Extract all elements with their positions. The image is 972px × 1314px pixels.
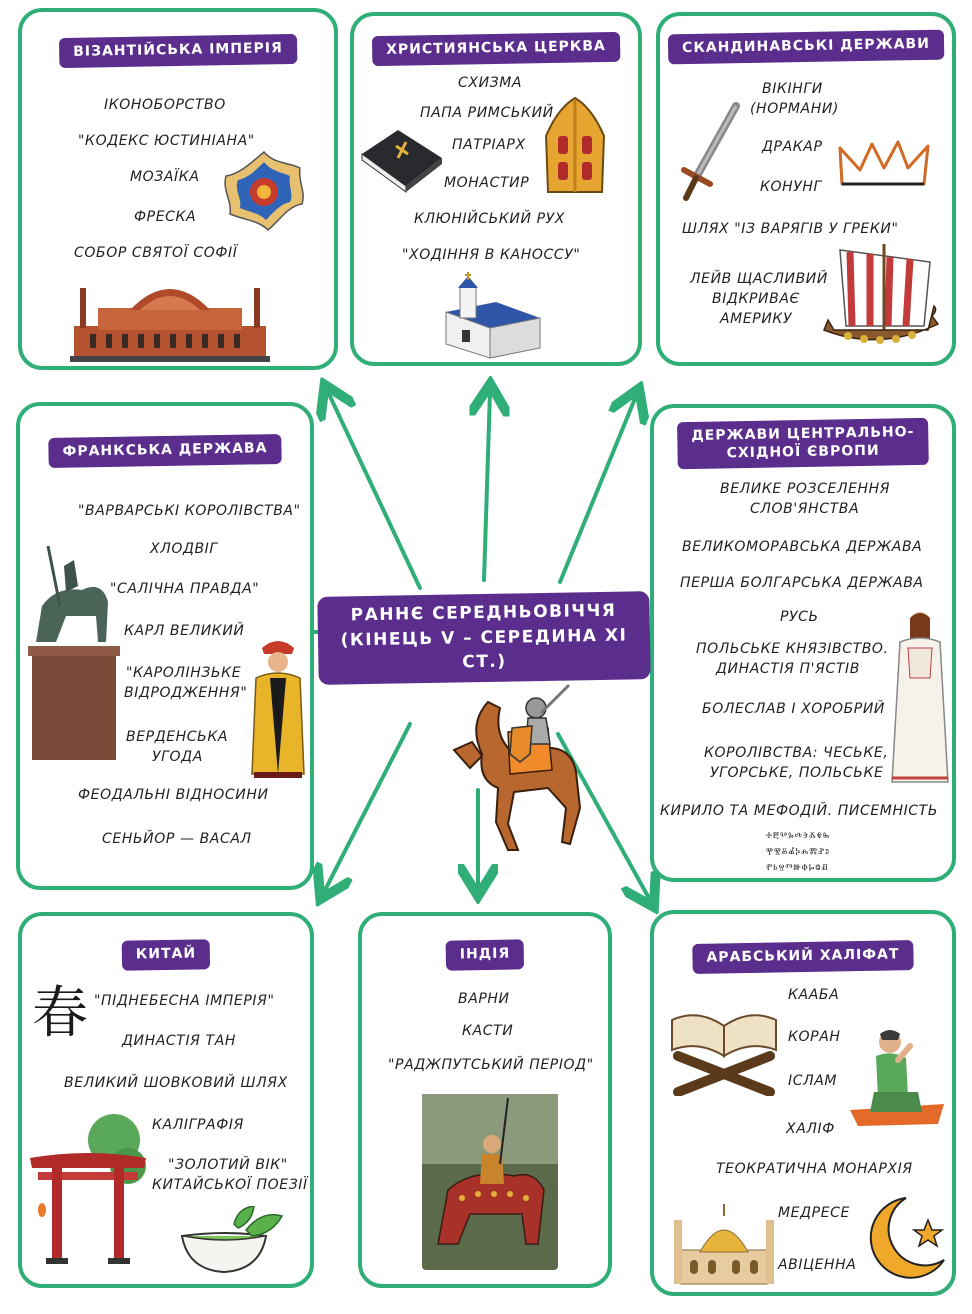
charlemagne-figure-icon — [248, 634, 308, 780]
arrow-scandinavia — [560, 396, 636, 582]
item-normans: (НОРМАНИ) — [750, 101, 839, 117]
slavic-woman-icon — [890, 608, 950, 786]
central-topic — [317, 591, 650, 685]
item-cyril-methodius: КИРИЛО ТА МЕФОДІЙ. ПИСЕМНІСТЬ — [660, 803, 939, 819]
item-america: АМЕРИКУ — [720, 311, 793, 327]
banner-frankish: ФРАНКСЬКА ДЕРЖАВА — [48, 434, 281, 468]
item-castes: КАСТИ — [462, 1023, 514, 1039]
item-piast-dynasty: ДИНАСТІЯ П'ЯСТІВ — [716, 661, 860, 677]
item-hagia-sophia: СОБОР СВЯТОЇ СОФІЇ — [74, 245, 238, 261]
banner-byzantium: ВІЗАНТІЙСЬКА ІМПЕРІЯ — [59, 34, 297, 68]
item-konung: КОНУНГ — [760, 179, 822, 195]
item-seigneur-vassal: СЕНЬЙОР — ВАСАЛ — [102, 831, 252, 847]
item-verdun-1: ВЕРДЕНСЬКА — [126, 729, 229, 745]
card-india — [358, 912, 612, 1288]
item-salic-law: "САЛІЧНА ПРАВДА" — [110, 581, 260, 597]
item-patriarch: ПАТРІАРХ — [452, 137, 526, 153]
item-rajput-period: "РАДЖПУТСЬКИЙ ПЕРІОД" — [388, 1057, 594, 1073]
central-topic-line1: РАННЄ СЕРЕДНЬОВІЧЧЯ — [350, 600, 617, 626]
tea-bowl-icon — [176, 1206, 286, 1276]
card-central-east — [650, 404, 956, 882]
card-church — [350, 12, 642, 366]
rajput-horseman-icon — [422, 1094, 558, 1270]
glagolitic-line-2: ⰹⰺⰻⰼⰽⰾⰿⱀⱁ — [766, 846, 830, 859]
item-first-bulgarian: ПЕРША БОЛГАРСЬКА ДЕРЖАВА — [680, 575, 924, 591]
item-barbarian-kingdoms: "ВАРВАРСЬКІ КОРОЛІВСТВА" — [78, 503, 301, 519]
card-scandinavia — [656, 12, 956, 366]
item-varangian-route: ШЛЯХ "ІЗ ВАРЯГІВ У ГРЕКИ" — [682, 221, 899, 237]
card-caliphate — [650, 910, 956, 1296]
banner-central-east-line1: ДЕРЖАВИ ЦЕНТРАЛЬНО- — [691, 424, 915, 444]
item-leif: ЛЕЙВ ЩАСЛИВИЙ — [690, 271, 828, 287]
item-boleslaw: БОЛЕСЛАВ І ХОРОБРИЙ — [702, 701, 885, 717]
item-theocratic-monarchy: ТЕОКРАТИЧНА МОНАРХІЯ — [716, 1161, 913, 1177]
equestrian-statue-icon — [26, 546, 122, 760]
glagolitic-line-3: ⱂⱃⱄⱅⱆⱇⱈⱉⱊ — [766, 862, 829, 875]
hagia-sophia-icon — [70, 268, 270, 362]
banner-india: ІНДІЯ — [446, 939, 525, 970]
crescent-star-icon — [866, 1194, 950, 1284]
item-caliph: ХАЛІФ — [786, 1121, 835, 1137]
item-slavic-settlement: ВЕЛИКЕ РОЗСЕЛЕННЯ — [720, 481, 891, 497]
banner-caliphate: АРАБСЬКИЙ ХАЛІФАТ — [692, 940, 914, 973]
item-golden-age-2: КИТАЙСЬКОЇ ПОЕЗІЇ — [152, 1177, 308, 1193]
praying-man-icon — [848, 1026, 948, 1126]
item-monastery: МОНАСТИР — [444, 175, 530, 191]
item-verdun-2: УГОДА — [152, 749, 203, 765]
bible-icon — [358, 124, 444, 194]
item-mosaic: МОЗАЇКА — [130, 169, 200, 185]
item-quran: КОРАН — [788, 1029, 841, 1045]
item-iconoclasm: ІКОНОБОРСТВО — [104, 97, 226, 113]
item-vikings: ВІКІНГИ — [762, 81, 823, 97]
knight-horse-icon — [448, 684, 590, 854]
item-fresco: ФРЕСКА — [134, 209, 197, 225]
banner-scandinavia: СКАНДИНАВСЬКІ ДЕРЖАВИ — [668, 30, 944, 64]
item-slavdom: СЛОВ'ЯНСТВА — [750, 501, 860, 517]
item-tang-dynasty: ДИНАСТІЯ ТАН — [122, 1033, 237, 1049]
church-building-icon — [436, 272, 546, 360]
crown-icon — [836, 140, 932, 194]
item-avicenna: АВІЦЕННА — [778, 1257, 857, 1273]
torii-gate-icon — [28, 1110, 148, 1266]
item-islam: ІСЛАМ — [788, 1073, 838, 1089]
item-canossa: "ХОДІННЯ В КАНОССУ" — [402, 247, 581, 263]
item-kingdoms-2: УГОРСЬКЕ, ПОЛЬСЬКЕ — [710, 765, 884, 781]
card-frankish — [16, 402, 314, 890]
item-discovers: ВІДКРИВАЄ — [712, 291, 800, 307]
card-china — [18, 912, 314, 1288]
arrow-byzantium — [328, 392, 420, 588]
item-clovis: ХЛОДВІГ — [150, 541, 218, 557]
item-cluniac: КЛЮНІЙСЬКИЙ РУХ — [414, 211, 565, 227]
item-justinian-code: "КОДЕКС ЮСТИНІАНА" — [78, 133, 255, 149]
item-feudal: ФЕОДАЛЬНІ ВІДНОСИНИ — [78, 787, 269, 803]
arrow-china — [324, 724, 410, 892]
banner-church: ХРИСТИЯНСЬКА ЦЕРКВА — [372, 32, 620, 66]
arrow-church — [484, 392, 490, 580]
item-silk-road: ВЕЛИКИЙ ШОВКОВИЙ ШЛЯХ — [64, 1075, 288, 1091]
item-kingdoms-1: КОРОЛІВСТВА: ЧЕСЬКЕ, — [704, 745, 889, 761]
item-schism: СХИЗМА — [458, 75, 523, 91]
item-polish-principality: ПОЛЬСЬКЕ КНЯЗІВСТВО. — [696, 641, 889, 657]
item-carolingian-1: "КАРОЛІНЗЬКЕ — [126, 665, 242, 681]
item-great-moravia: ВЕЛИКОМОРАВСЬКА ДЕРЖАВА — [682, 539, 923, 555]
card-byzantium — [18, 8, 338, 370]
item-golden-age-1: "ЗОЛОТИЙ ВІК" — [168, 1157, 288, 1173]
item-kaaba: КААБА — [788, 987, 840, 1003]
banner-central-east — [677, 418, 929, 469]
quran-stand-icon — [668, 1006, 780, 1096]
banner-china: КИТАЙ — [122, 939, 211, 970]
drakkar-icon — [820, 240, 944, 356]
central-topic-line2: (КІНЕЦЬ V – СЕРЕДИНА XI СТ.) — [340, 625, 628, 673]
item-pope: ПАПА РИМСЬКИЙ — [420, 105, 554, 121]
item-rus: РУСЬ — [780, 609, 819, 625]
item-madrasa: МЕДРЕСЕ — [778, 1205, 850, 1221]
mosque-icon — [674, 1200, 774, 1286]
item-celestial-empire: "ПІДНЕБЕСНА ІМПЕРІЯ" — [94, 993, 275, 1009]
item-drakkar: ДРАКАР — [762, 139, 823, 155]
item-calligraphy: КАЛІГРАФІЯ — [152, 1117, 244, 1133]
china-glyph: 春 — [32, 981, 89, 1046]
glagolitic-line-1: ⰰⰱⰲⰳⰴⰵⰶⰷⰸ — [766, 830, 830, 843]
item-carolingian-2: ВІДРОДЖЕННЯ" — [124, 685, 248, 701]
mosaic-star-icon — [218, 148, 310, 234]
sword-icon — [674, 102, 744, 206]
banner-central-east-line2: СХІДНОЇ ЄВРОПИ — [726, 442, 880, 461]
mitre-icon — [540, 96, 610, 200]
item-charlemagne: КАРЛ ВЕЛИКИЙ — [124, 623, 245, 639]
item-varnas: ВАРНИ — [458, 991, 510, 1007]
